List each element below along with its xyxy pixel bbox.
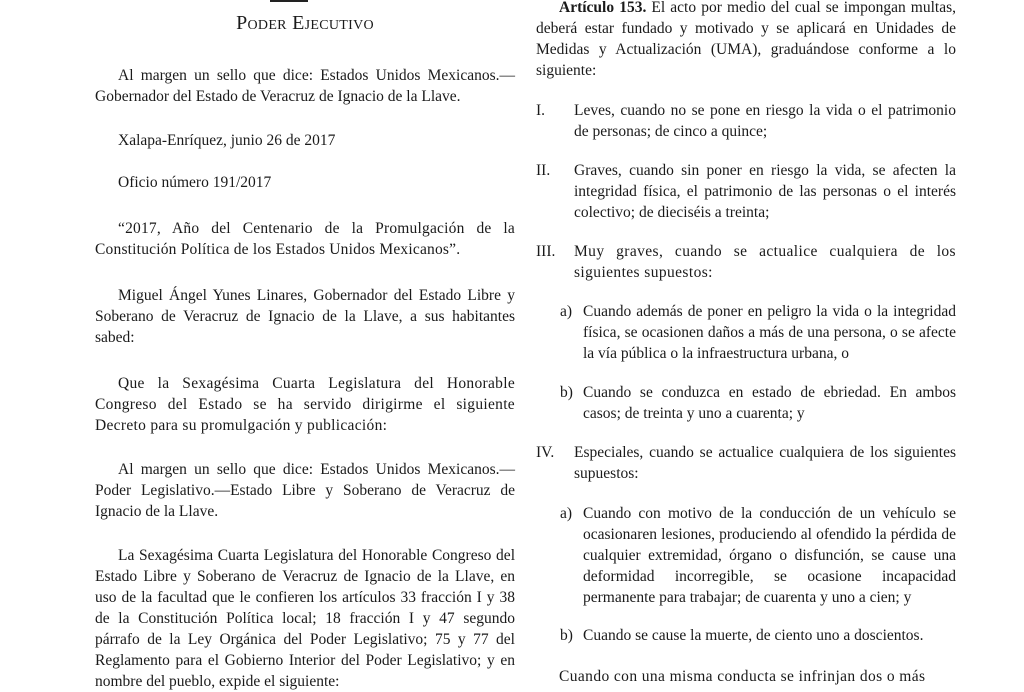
article-153: Artículo 153. El acto por medio del cual se impongan multas, deberá estar fundado y motivado y se aplicará en Unidades de Medidas y Actualización (UMA), graduándose conforme a lo siguiente: (536, 0, 957, 79)
paragraph-seal-governor: Al margen un sello que dice: Estados Unidos Mexicanos.— Gobernador del Estado de Veracruz de Ignacio de la Llave. (95, 67, 515, 105)
paragraph-year-motto: “2017, Año del Centenario de la Promulgación de la Constitución Política de los Estados Unidos Mexicanos”. (95, 220, 515, 258)
section-title: Poder Ejecutivo (236, 12, 374, 34)
paragraph-governor: Miguel Ángel Yunes Linares, Gobernador del Estado Libre y Soberano de Veracruz de Ignacio de la Llave, a sus habitantes sabed: (95, 287, 515, 346)
paragraph-seal-legislative: Al margen un sello que dice: Estados Unidos Mexicanos.— Poder Legislativo.—Estado Libre y Soberano de Veracruz de Ignacio de la Llave. (95, 461, 515, 520)
list-item: II. Graves, cuando sin poner en riesgo la vida, se afecten la integridad física, el patrimonio de las personas o el interés colectivo; de dieciséis a treinta; (536, 162, 956, 221)
list-item: a) Cuando además de poner en peligro la vida o la integridad física, se ocasionen daños a más de una persona, o se afecte la vía pública o la infraestructura urbana, o (560, 303, 956, 362)
paragraph-decree-intro: La Sexagésima Cuarta Legislatura del Honorable Congreso del Estado Libre y Soberano de Veracruz de Ignacio de la Llave, en uso de la facultad que le confieren los artículos 33 fracción I y 38 de la Constitución Política local; 18 fracción I y 47 segundo párrafo de la Ley Orgánica del Poder Legislativo; 75 y 77 del Reglamento para el Gobierno Interior del Poder Legislativo; y en nombre del pueblo, expide el siguiente: (95, 547, 515, 690)
paragraph-office-number: Oficio número 191/2017 (118, 174, 272, 191)
list-item: III. Muy graves, cuando se actualice cualquiera de los siguientes supuestos: (536, 243, 956, 281)
list-item: IV. Especiales, cuando se actualice cualquiera de los siguientes supuestos: (536, 444, 956, 482)
list-item: b) Cuando se cause la muerte, de ciento uno a doscientos. (560, 627, 924, 644)
article-label: Artículo 153. (559, 0, 647, 16)
paragraph-closing: Cuando con una misma conducta se infrinjan dos o más (559, 668, 926, 685)
paragraph-place-date: Xalapa-Enríquez, junio 26 de 2017 (118, 132, 336, 149)
list-item: a) Cuando con motivo de la conducción de un vehículo se ocasionaren lesiones, produciendo al ofendido la pérdida de cualquier extremidad, órgano o disfunción, se cause una deformidad incorregible, se ocasione incapacidad permanente para trabajar; de cuarenta y uno a cien; y (560, 505, 956, 606)
top-rule (270, 0, 308, 2)
list-item: I. Leves, cuando no se pone en riesgo la vida o el patrimonio de personas; de cinco a quince; (536, 102, 956, 140)
list-item: b) Cuando se conduzca en estado de ebriedad. En ambos casos; de treinta y uno a cuarenta; y (560, 384, 956, 422)
paragraph-legislature: Que la Sexagésima Cuarta Legislatura del Honorable Congreso del Estado se ha servido dirigirme el siguiente Decreto para su promulgación y publicación: (95, 375, 515, 434)
